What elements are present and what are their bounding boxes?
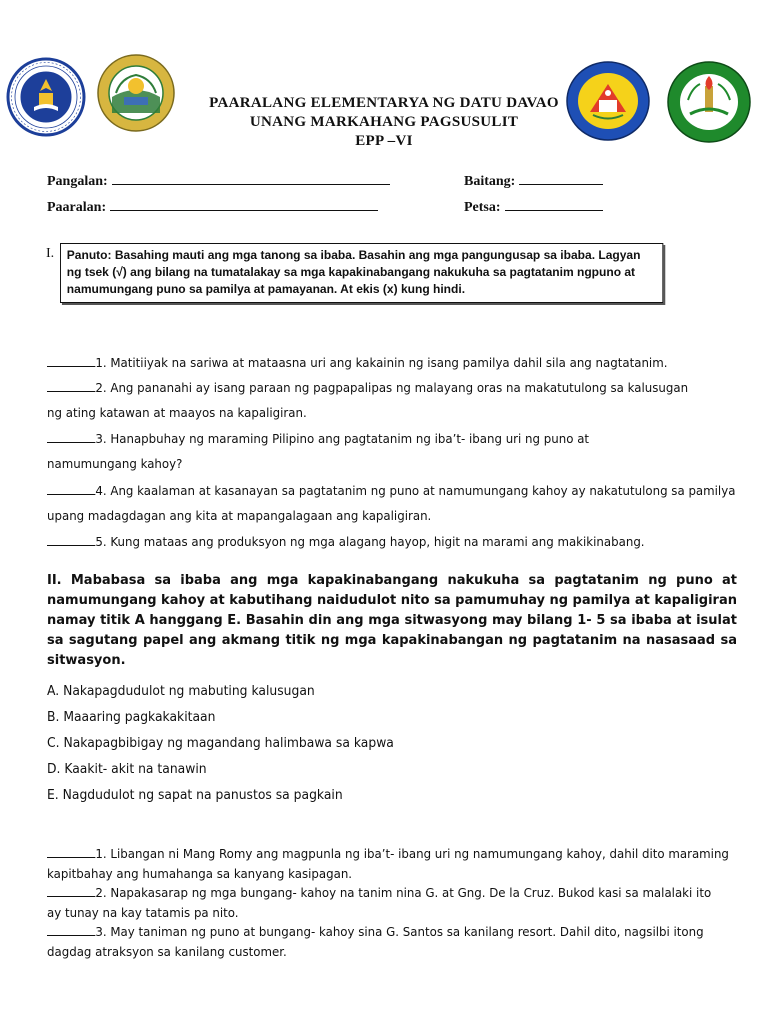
name-field [47, 171, 390, 190]
list-item [47, 426, 679, 476]
school-field [47, 197, 378, 216]
question-text: 2. Ang pananahi ay isang paraan ng pagpapalipas ng malayang oras na makatutulong sa kalusugan ng ating katawan at maayos na kapaligiran. [47, 380, 689, 420]
choice-item: E. Nagdudulot ng sapat na panustos sa pagkain [47, 788, 343, 803]
situation-text: 2. Napakasarap ng mga bungang- kahoy na tanim nina G. at Gng. De la Cruz. Bukod kasi sa malalaki ito ay tunay na kay tatamis pa nito. [47, 885, 712, 920]
grade-blank[interactable] [519, 171, 603, 185]
school-name-heading: PAARALANG ELEMENTARYA NG DATU DAVAO [209, 95, 559, 111]
answer-blank[interactable] [47, 481, 95, 495]
answer-blank[interactable] [47, 844, 95, 858]
grade-label: Baitang: [464, 174, 516, 189]
list-item [47, 883, 717, 922]
answer-blank[interactable] [47, 429, 95, 443]
situation-text: 3. May taniman ng puno at bungang- kahoy sina G. Santos sa kanilang resort. Dahil dito, nagsilbi itong dagdag atraksyon sa kanilang customer. [47, 924, 704, 959]
list-item [47, 375, 698, 425]
name-blank[interactable] [112, 171, 390, 185]
list-item [47, 529, 735, 554]
answer-blank[interactable] [47, 883, 95, 897]
choice-item: D. Kaakit- akit na tanawin [47, 762, 207, 777]
part-one-number: I. [46, 246, 55, 261]
exam-title-heading: UNANG MARKAHANG PAGSUSULIT [249, 114, 519, 130]
question-text: 3. Hanapbuhay ng maraming Pilipino ang pagtatanim ng iba’t- ibang uri ng puno at namumungang kahoy? [47, 431, 590, 471]
part-two-instructions: II. Mababasa sa ibaba ang mga kapakinabangang nakukuha sa pagtatanim ng puno at namumungang kahoy at kabutihang naidudulot nito sa pamumuhay ng pamilya at kapaligiran namay titik A hanggang E. Basahin din ang mga sitwasyong may bilang 1- 5 sa ibaba at isulat sa sagutang papel ang akmang titik ng mga kapakinabangan ng pagtatanim na nasasaad sa sitwasyon. [47, 573, 737, 668]
list-item [47, 478, 749, 528]
answer-blank[interactable] [47, 532, 95, 546]
answer-blank[interactable] [47, 922, 95, 936]
answer-blank[interactable] [47, 378, 95, 392]
list-item [47, 922, 731, 961]
question-text: 4. Ang kaalaman at kasanayan sa pagtatanim ng puno at namumungang kahoy ay nakatutulong sa pamilya upang madagdagan ang kita at mapangalagaan ang kapaligiran. [47, 483, 736, 523]
situation-text: 1. Libangan ni Mang Romy ang magpunla ng iba’t- ibang uri ng namumungang kahoy, dahil dito maraming kapitbahay ang humahanga sa kanyang kasipagan. [47, 846, 729, 881]
list-item [47, 350, 735, 375]
date-label: Petsa: [464, 200, 501, 215]
date-blank[interactable] [505, 197, 603, 211]
date-field [464, 197, 603, 216]
choice-item: A. Nakapagdudulot ng mabuting kalusugan [47, 684, 315, 699]
choice-item: C. Nakapagbibigay ng magandang halimbawa sa kapwa [47, 736, 394, 751]
answer-blank[interactable] [47, 353, 95, 367]
instructions-box: Panuto: Basahing mauti ang mga tanong sa ibaba. Basahin ang mga pangungusap sa ibaba. Lagyan ng tsek (√) ang bilang na tumatalakay sa mga kapakinabangang nakukuha sa pagtatanim ngpuno at namumungang puno sa pamilya at pamayanan. At ekis (x) kung hindi. [60, 243, 663, 303]
question-text: 5. Kung mataas ang produksyon ng mga alagang hayop, higit na marami ang makikinabang. [95, 534, 645, 549]
question-text: 1. Matitiiyak na sariwa at mataasna uri ang kakainin ng isang pamilya dahil sila ang nagtatanim. [95, 355, 668, 370]
choice-item: B. Maaaring pagkakakitaan [47, 710, 216, 725]
name-label: Pangalan: [47, 174, 108, 189]
school-label: Paaralan: [47, 200, 107, 215]
subject-heading: EPP –VI [355, 133, 413, 149]
list-item [47, 844, 731, 883]
school-blank[interactable] [110, 197, 378, 211]
grade-field [464, 171, 603, 190]
